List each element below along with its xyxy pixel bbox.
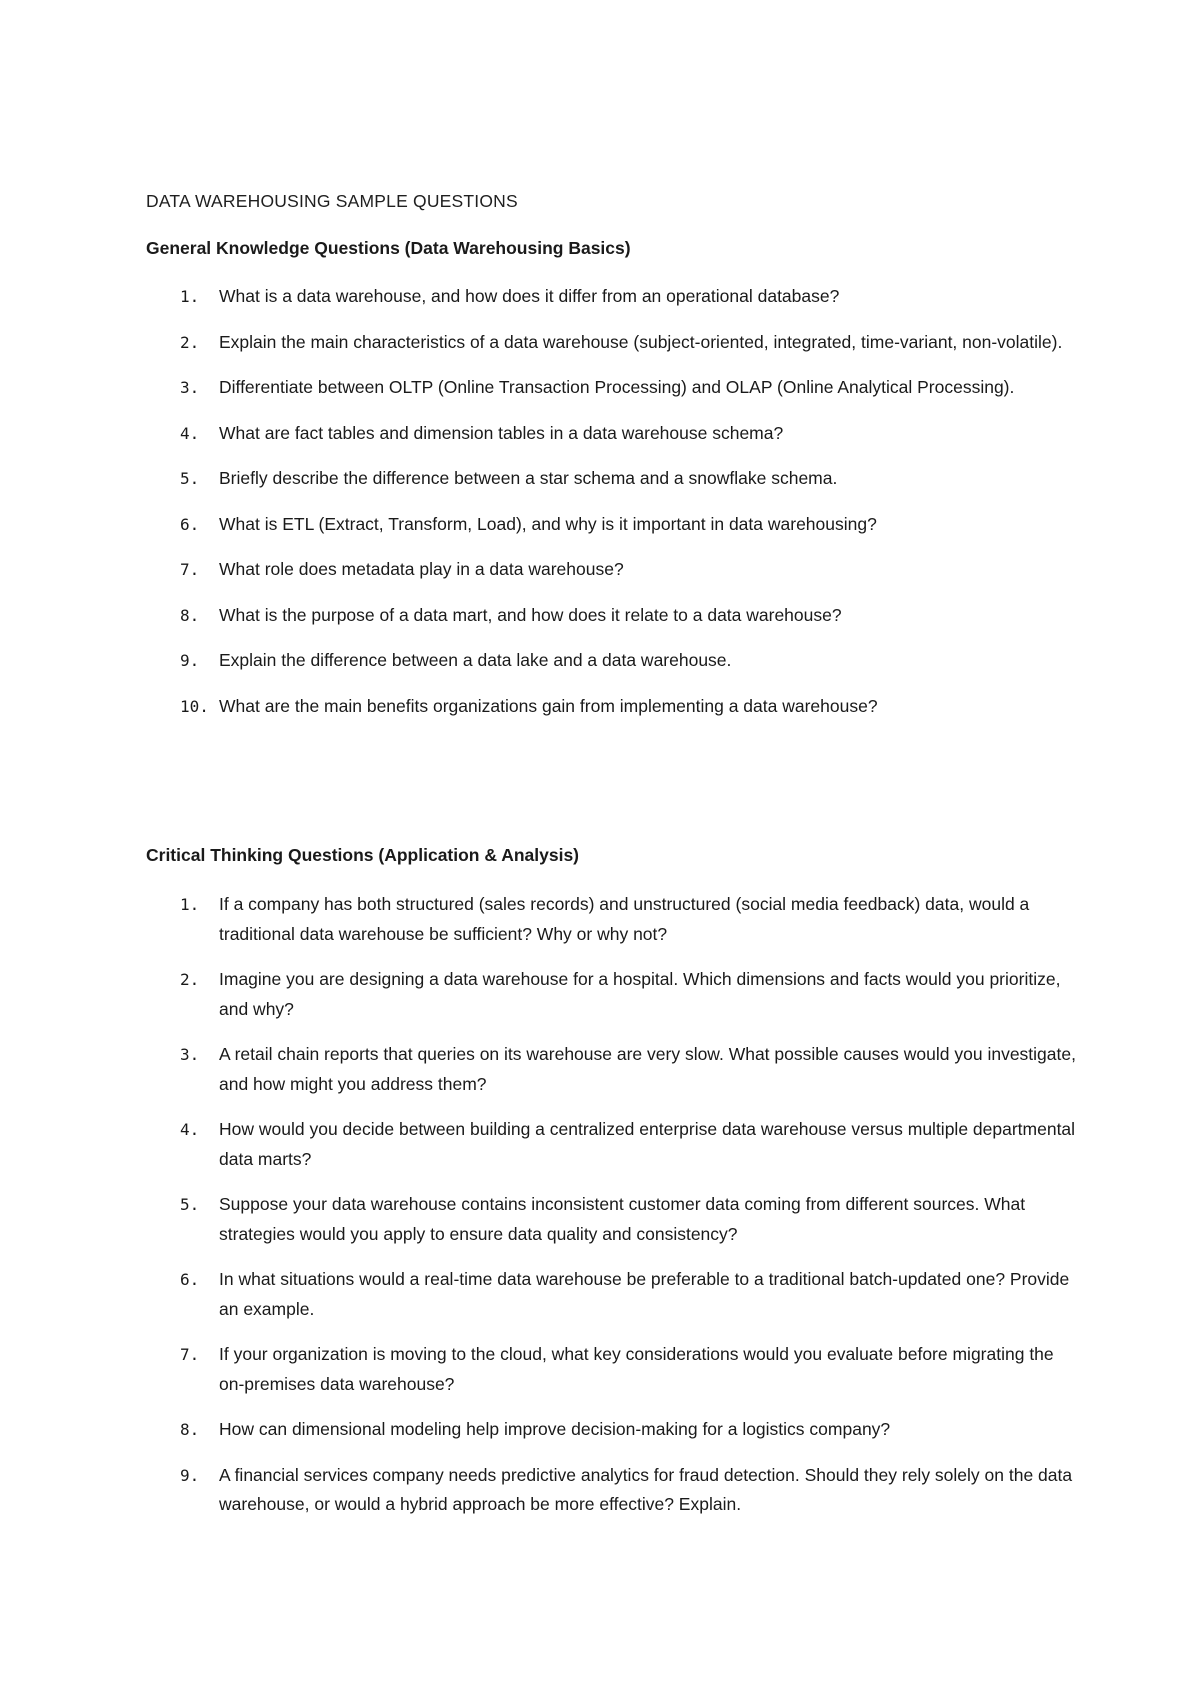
list-item [146, 965, 1076, 1024]
list-item [146, 1265, 1076, 1324]
question-number: 1. [180, 895, 200, 914]
list-item [146, 890, 1076, 949]
list-item [146, 1190, 1076, 1249]
question-number: 9. [180, 651, 200, 670]
list-item [146, 601, 1076, 631]
list-item [146, 1040, 1076, 1099]
list-item [146, 373, 1076, 403]
question-text: How can dimensional modeling help improve decision-making for a logistics company? [219, 1419, 891, 1439]
document-title: DATA WAREHOUSING SAMPLE QUESTIONS [146, 191, 518, 211]
question-text: A retail chain reports that queries on its warehouse are very slow. What possible causes would you investigate, and how might you address them? [219, 1044, 1076, 1094]
question-number: 3. [180, 378, 200, 397]
question-text: Briefly describe the difference between a star schema and a snowflake schema. [219, 468, 838, 488]
list-item [146, 1415, 1076, 1445]
question-list-general [146, 282, 1076, 737]
question-text: If a company has both structured (sales records) and unstructured (social media feedback) data, would a traditional data warehouse be sufficient? Why or why not? [219, 894, 1030, 944]
list-item [146, 646, 1076, 676]
question-text: Differentiate between OLTP (Online Transaction Processing) and OLAP (Online Analytical Processing). [219, 377, 1015, 397]
question-number: 1. [180, 287, 200, 306]
list-item [146, 510, 1076, 540]
question-text: What are the main benefits organizations gain from implementing a data warehouse? [219, 695, 878, 716]
question-number: 4. [180, 1120, 200, 1139]
question-number: 10. [180, 696, 209, 716]
question-text: Suppose your data warehouse contains inconsistent customer data coming from different sources. What strategies would you apply to ensure data quality and consistency? [219, 1194, 1026, 1244]
question-text: If your organization is moving to the cloud, what key considerations would you evaluate before migrating the on-premises data warehouse? [219, 1344, 1054, 1394]
question-number: 5. [180, 469, 200, 488]
list-item [146, 419, 1076, 449]
question-number: 8. [180, 605, 200, 625]
question-number: 7. [180, 560, 200, 579]
question-text: Explain the main characteristics of a data warehouse (subject-oriented, integrated, time-variant, non-volatile). [219, 331, 1063, 352]
question-number: 2. [180, 970, 200, 989]
question-number: 9. [180, 1465, 200, 1485]
question-text: In what situations would a real-time data warehouse be preferable to a traditional batch-updated one? Provide an example. [219, 1269, 1070, 1319]
question-number: 6. [180, 514, 200, 534]
question-text: How would you decide between building a centralized enterprise data warehouse versus multiple departmental data marts? [219, 1119, 1076, 1169]
question-number: 3. [180, 1045, 200, 1064]
list-item [146, 555, 1076, 585]
question-number: 6. [180, 1270, 200, 1289]
question-text: A financial services company needs predictive analytics for fraud detection. Should they rely solely on the data warehouse, or would a hybrid approach be more effective? Explain. [219, 1464, 1073, 1514]
question-text: Imagine you are designing a data warehouse for a hospital. Which dimensions and facts would you prioritize, and why? [219, 969, 1061, 1019]
question-text: Explain the difference between a data lake and a data warehouse. [219, 650, 732, 670]
question-number: 7. [180, 1345, 200, 1364]
list-item [146, 328, 1076, 358]
question-text: What are fact tables and dimension tables in a data warehouse schema? [219, 422, 784, 443]
question-text: What is ETL (Extract, Transform, Load), and why is it important in data warehousing? [219, 513, 877, 534]
question-number: 8. [180, 1420, 200, 1439]
question-text: What role does metadata play in a data warehouse? [219, 559, 624, 579]
list-item [146, 282, 1076, 312]
question-text: What is the purpose of a data mart, and how does it relate to a data warehouse? [219, 604, 842, 625]
section-heading-critical: Critical Thinking Questions (Application & Analysis) [146, 845, 580, 865]
question-list-critical [146, 890, 1076, 1536]
question-text: What is a data warehouse, and how does it differ from an operational database? [219, 286, 840, 306]
list-item [146, 1115, 1076, 1174]
question-number: 4. [180, 423, 200, 443]
list-item [146, 1340, 1076, 1399]
list-item [146, 1461, 1076, 1520]
section-heading-general: General Knowledge Questions (Data Warehousing Basics) [146, 238, 631, 258]
list-item [146, 464, 1076, 494]
question-number: 5. [180, 1195, 200, 1214]
question-number: 2. [180, 332, 200, 352]
list-item [146, 692, 1076, 722]
